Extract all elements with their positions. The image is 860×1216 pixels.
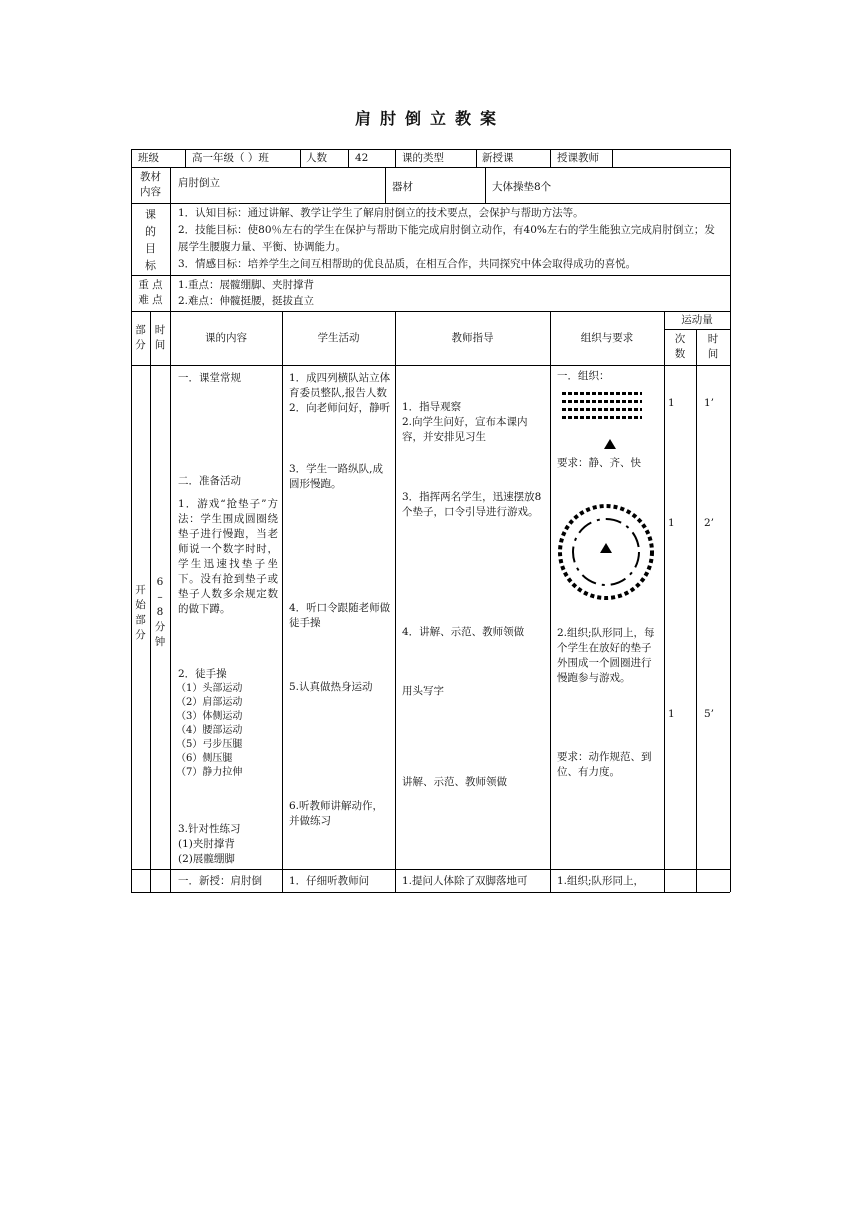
section-part-label: 开 始 部 分 [135,584,146,641]
header-times: 次 数 [674,333,686,360]
objective-skill: 2．技能目标：使80％左右的学生在保护与帮助下能完成肩肘倒立动作，有40%左右的学生能独立完成肩肘倒立；发展学生腰腹力量、平衡、协调能力。 [178,224,715,253]
count-label: 人数 [306,152,327,164]
next-student: 1．仔细听教师问 [289,875,370,887]
content-calisthenics-title: 2．徒手操 [178,668,227,680]
header-organization: 组织与要求 [580,332,634,344]
header-part: 部 分 [135,324,146,351]
teacher-triangle-icon [600,543,612,553]
org-formation-label: 一．组织： [557,370,610,382]
teacher-guidance-1: 1．指导观察 2.向学生问好，宣布本课内容，并安排见习生 [402,401,528,443]
key-points-label: 重 点 难 点 [138,279,163,306]
load-duration-1: 1’ [704,397,715,409]
org-formation-2: 2.组织;队形同上，每个学生在放好的垫子外围成一个圆圈进行慢跑参与游戏。 [557,627,655,684]
header-content: 课的内容 [205,332,247,344]
header-student: 学生活动 [317,332,360,344]
equipment-label: 器材 [392,181,413,193]
header-duration: 时 间 [707,333,719,360]
list-item: （5）弓步压腿 [176,739,243,750]
next-teacher: 1.提问人体除了双脚落地可 [402,875,528,887]
key-point: 1.重点：展髋绷脚、夹肘撑背 [178,279,315,291]
list-item: （7）静力拉伸 [176,767,243,778]
teacher-triangle-icon [604,439,616,449]
objective-cognitive: 1．认知目标：通过讲解、教学让学生了解肩肘倒立的技术要点，会保护与帮助方法等。 [178,207,584,219]
list-item: （1）头部运动 [176,683,243,694]
class-label: 班级 [138,152,159,164]
next-content: 一．新授：肩肘倒 [178,875,262,887]
content-targeted-practice: 3.针对性练习 (1)夹肘撑背 (2)展髋绷脚 [178,823,241,865]
page-title: 肩肘倒立教案 [354,109,505,128]
student-activity-2: 3．学生一路纵队,成圆形慢跑。 [289,463,384,490]
student-activity-4: 5.认真做热身运动 [289,681,373,693]
content-warmup: 二．准备活动 [178,475,241,487]
next-organization: 1.组织;队形同上， [557,875,645,887]
teacher-guidance-5: 讲解、示范、教师领做 [402,776,507,788]
header-teacher: 教师指导 [451,332,494,344]
objectives-label: 课 的 目 标 [145,208,156,272]
student-activity-1: 1．成四列横队站立体育委员整队,报告人数 2．向老师问好，静听 [289,372,391,414]
class-value: 高一年级（ ）班 [192,152,269,164]
student-activity-3: 4．听口令跟随老师做徒手操 [289,602,391,629]
objectives-list [178,205,724,273]
material-label: 教材 内容 [140,171,161,198]
content-routine: 一．课堂常规 [178,372,241,384]
lesson-type-label: 课的类型 [402,152,444,164]
teacher-guidance-3: 4．讲解、示范、教师领做 [402,626,525,638]
load-times-3: 1 [668,708,675,720]
load-times-2: 1 [668,517,675,529]
org-requirement-1: 要求：静、齐、快 [557,457,641,469]
load-duration-3: 5’ [704,708,715,720]
org-requirement-2: 要求：动作规范、到位、有力度。 [557,751,652,778]
section-time-label: 6 – 8 分 钟 [154,576,166,648]
difficult-point: 2.难点：伸髋挺腰，挺拔直立 [178,295,315,307]
teacher-label: 授课教师 [557,152,599,164]
content-calisthenics-list [176,682,280,780]
list-item: （6）侧压腿 [176,753,233,764]
student-activity-5: 6.听教师讲解动作，并做练习 [289,800,384,827]
equipment-value: 大体操垫8个 [492,181,552,193]
header-load: 运动量 [681,314,713,326]
objective-affective: 3．情感目标：培养学生之间互相帮助的优良品质，在相互合作，共同探究中体会取得成功的喜悦。 [178,258,637,270]
rank-formation-diagram [562,390,644,450]
lesson-type-value: 新授课 [482,152,514,164]
list-item: （4）腰部运动 [176,725,243,736]
header-time: 时 间 [154,324,166,351]
circle-formation-diagram [556,503,658,603]
teacher-guidance-4: 用头写字 [402,685,444,697]
list-item: （3）体侧运动 [176,711,243,722]
content-game: 1．游戏“抢垫子”方法：学生围成圆圈绕垫子进行慢跑，当老师说一个数字时时，学生迅速找垫子坐下。没有抢到垫子或垫子人数多余规定数的做下蹲。 [178,498,278,615]
load-duration-2: 2’ [704,517,715,529]
teacher-guidance-2: 3．指挥两名学生，迅速摆放8个垫子，口令引导进行游戏。 [402,491,542,518]
count-value: 42 [355,152,369,164]
material-content: 肩肘倒立 [178,177,220,189]
list-item: （2）肩部运动 [176,697,243,708]
load-times-1: 1 [668,397,675,409]
